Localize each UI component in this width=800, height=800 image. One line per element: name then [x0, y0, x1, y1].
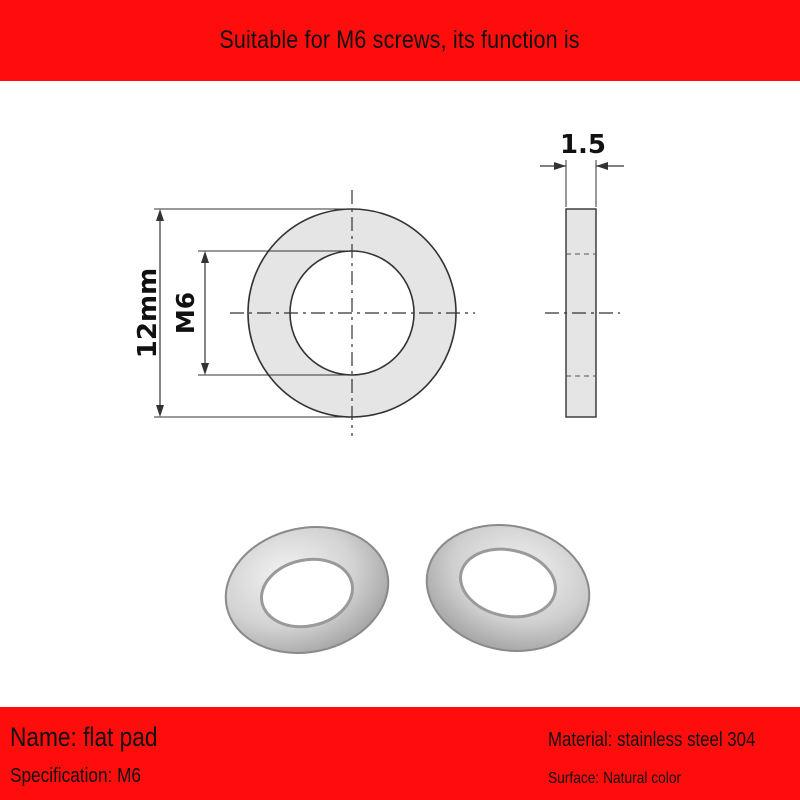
washer-photo-right: [415, 510, 601, 665]
thickness-dimension: [540, 130, 624, 207]
washer-front-view: [230, 190, 475, 436]
product-material: Material: stainless steel 304: [548, 729, 756, 751]
product-surface: Surface: Natural color: [548, 770, 682, 787]
thickness-label: 1.5: [559, 130, 607, 160]
inner-diameter-label: M6: [171, 291, 200, 335]
outer-diameter-label: 12mm: [133, 267, 163, 359]
washer-photo-left: [214, 512, 400, 667]
product-specification: Specification: M6: [10, 765, 141, 787]
washer-side-view: [545, 209, 620, 417]
headline: Suitable for M6 screws, its function is: [219, 26, 581, 54]
product-name: Name: flat pad: [10, 722, 158, 752]
